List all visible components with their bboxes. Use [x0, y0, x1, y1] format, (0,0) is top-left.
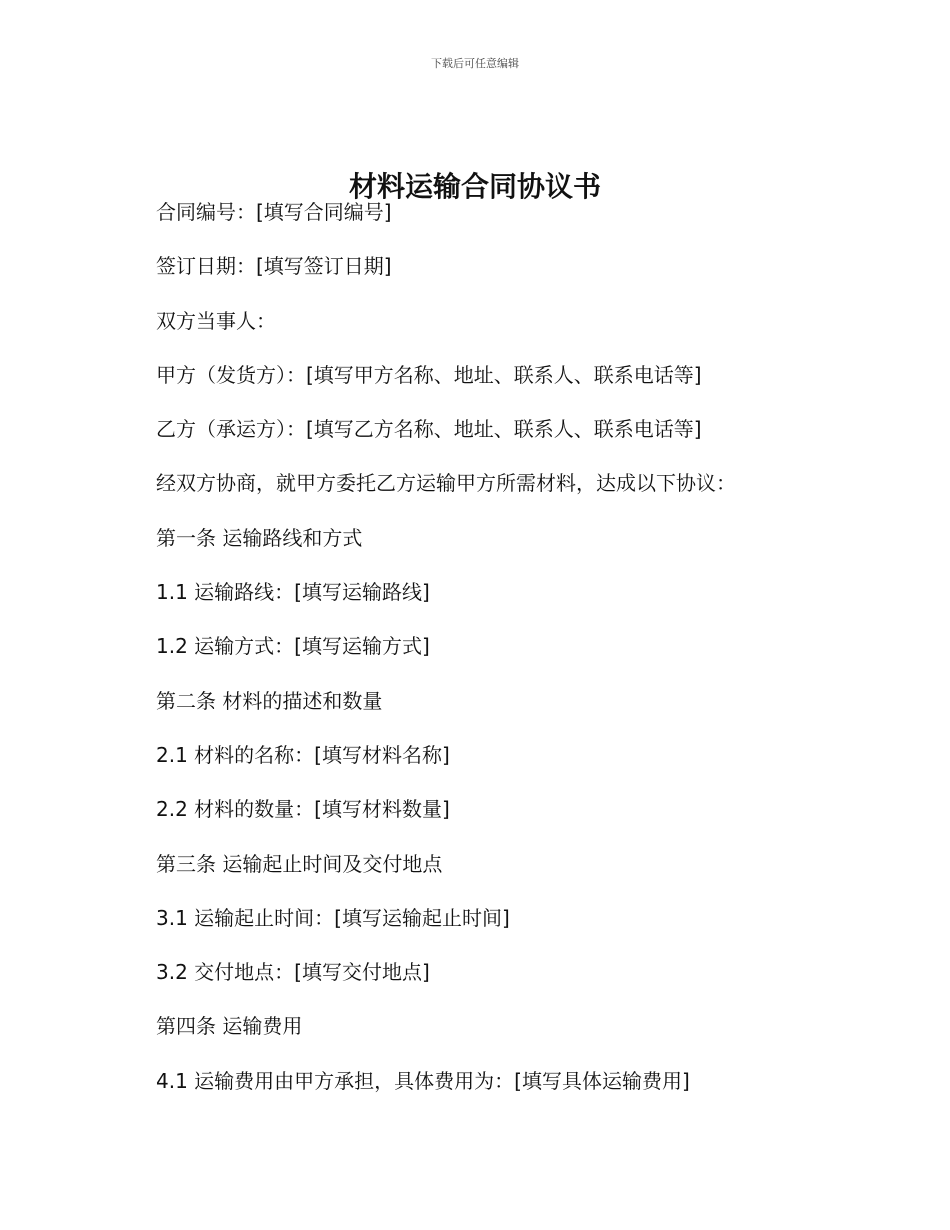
article-2-heading: 第二条 材料的描述和数量	[156, 688, 383, 713]
agreement-intro: 经双方协商，就甲方委托乙方运输甲方所需材料，达成以下协议：	[156, 471, 736, 496]
article-4-heading: 第四条 运输费用	[156, 1014, 303, 1039]
clause-4-1: 4.1 运输费用由甲方承担，具体费用为：[填写具体运输费用]	[156, 1068, 690, 1093]
clause-3-2: 3.2 交付地点：[填写交付地点]	[156, 960, 430, 985]
clause-3-1: 3.1 运输起止时间：[填写运输起止时间]	[156, 905, 510, 930]
document-title: 材料运输合同协议书	[348, 169, 601, 203]
article-3-heading: 第三条 运输起止时间及交付地点	[156, 851, 443, 876]
clause-1-1: 1.1 运输路线：[填写运输路线]	[156, 580, 430, 605]
parties-heading: 双方当事人：	[156, 308, 276, 333]
signing-date-line: 签订日期：[填写签订日期]	[156, 254, 392, 279]
clause-2-2: 2.2 材料的数量：[填写材料数量]	[156, 797, 450, 822]
party-b-line: 乙方（承运方）：[填写乙方名称、地址、联系人、联系电话等]	[156, 417, 702, 442]
contract-number-line: 合同编号：[填写合同编号]	[156, 200, 392, 224]
article-1-heading: 第一条 运输路线和方式	[156, 525, 363, 550]
clause-1-2: 1.2 运输方式：[填写运输方式]	[156, 634, 430, 659]
clause-2-1: 2.1 材料的名称：[填写材料名称]	[156, 742, 450, 767]
document-body	[156, 196, 856, 1119]
party-a-line: 甲方（发货方）：[填写甲方名称、地址、联系人、联系电话等]	[156, 362, 702, 387]
page-header-note: 下载后可任意编辑	[431, 57, 519, 70]
